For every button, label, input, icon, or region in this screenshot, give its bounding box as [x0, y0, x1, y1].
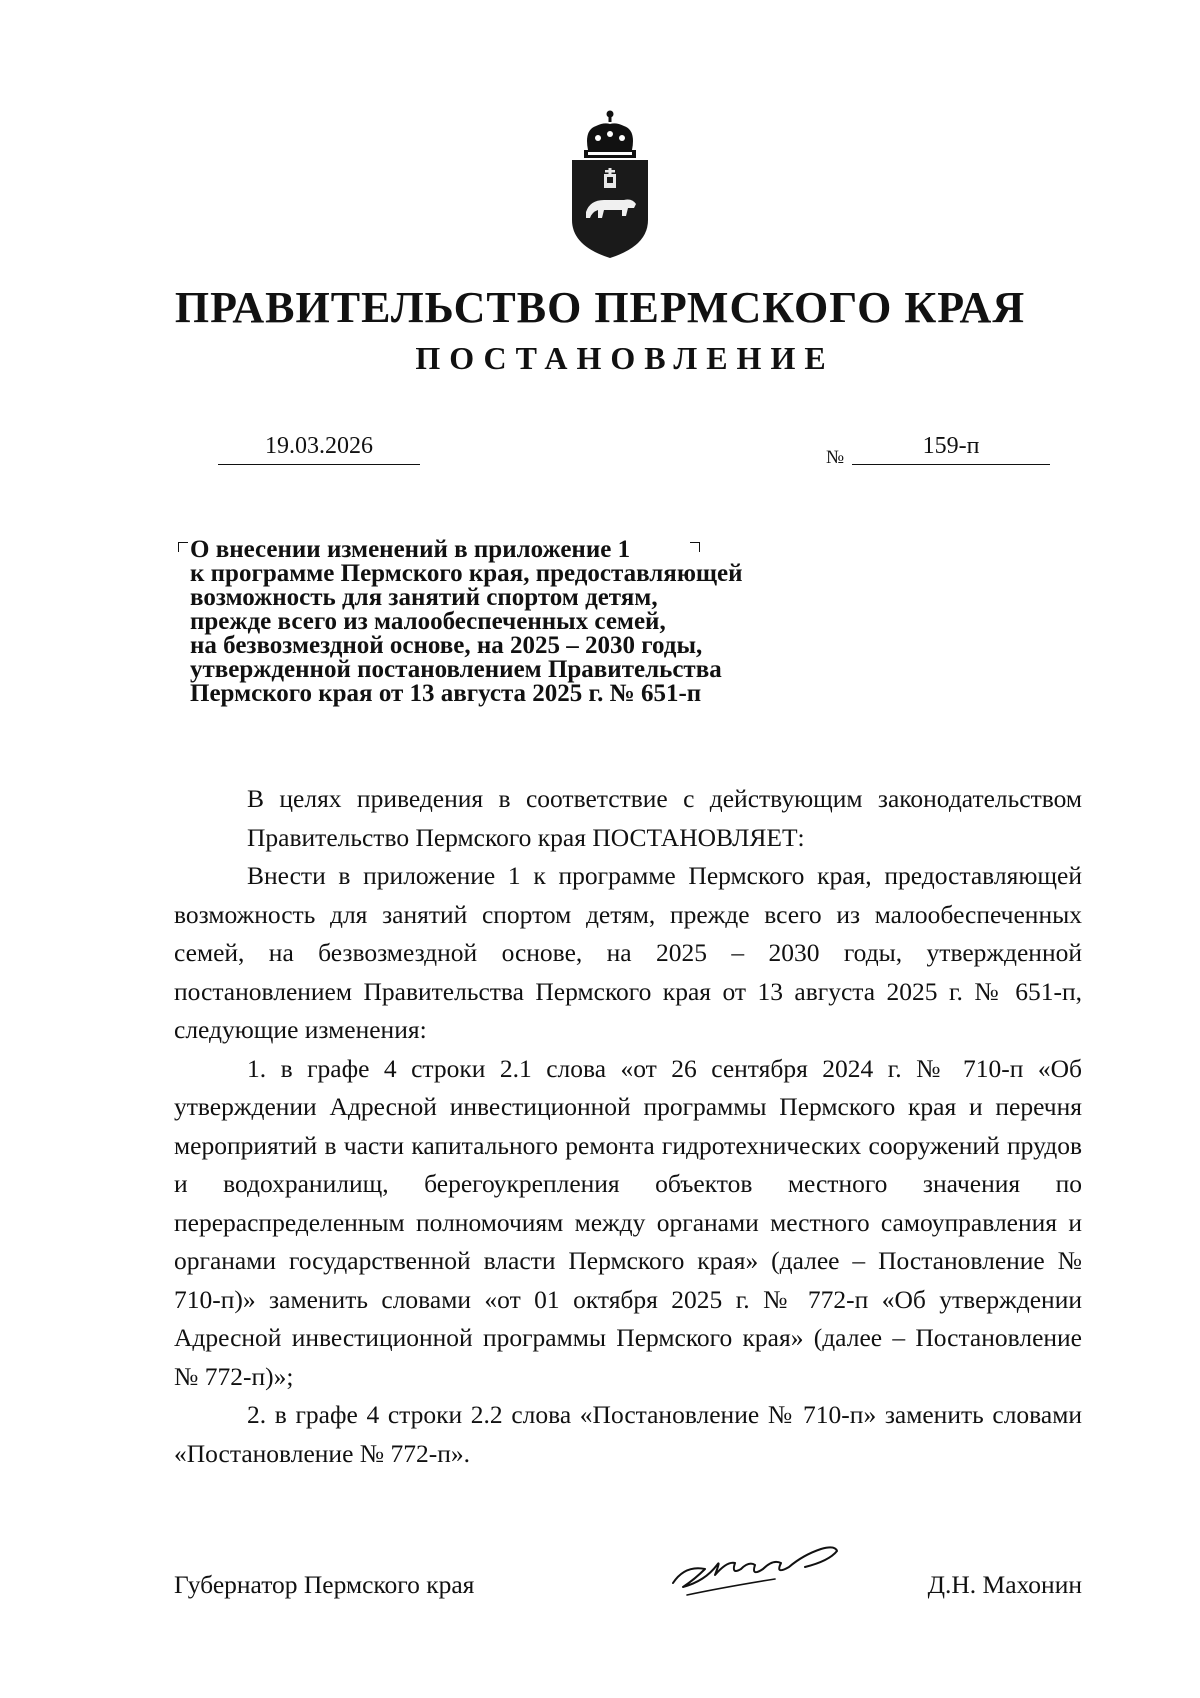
body-paragraph: Внести в приложение 1 к программе Пермского края, предоставляющей возможность для занятий спортом детям, прежде всего из малообеспеченных семей, на безвозмездной основе, на 2025 – 2030 годы, утвержденной постановлением Правительства Пермского края от 13 августа 2025 г. № 651-п, следующие изменения: — [174, 861, 1082, 1044]
body-paragraph: 1. в графе 4 строки 2.1 слова «от 26 сентября 2024 г. № 710-п «Об утверждении Адресной инвестиционной программы Пермского края и перечня мероприятий в части капитального ремонта гидротехнических сооружений прудов и водохранилищ, берегоукрепления объектов местного значения по перераспределенным полномочиям между органами местного самоуправления и органами государственной власти Пермского края» (далее – Постановление № 710-п)» заменить словами «от 01 октября 2025 г. № 772-п «Об утверждении Адресной инвестиционной программы Пермского края» (далее – Постановление № 772-п)»; — [174, 1053, 1082, 1391]
document-body — [174, 780, 1082, 1473]
body-paragraph: Правительство Пермского края ПОСТАНОВЛЯЕТ: — [247, 822, 805, 852]
document-subject — [190, 538, 850, 706]
body-paragraph: В целях приведения в соответствие с действующим законодательством — [247, 784, 1082, 813]
body-paragraph: 2. в графе 4 строки 2.2 слова «Постановление № 710-п» заменить словами «Постановление № 772-п». — [174, 1400, 1082, 1468]
subject-line: утвержденной постановлением Правительства — [190, 656, 722, 683]
coat-of-arms-icon — [560, 108, 660, 268]
subject-line: О внесении изменений в приложение 1 — [190, 536, 631, 563]
government-title: ПРАВИТЕЛЬСТВО ПЕРМСКОГО КРАЯ — [174, 283, 1026, 332]
subject-line: прежде всего из малообеспеченных семей, — [190, 608, 666, 635]
document-number: 159-п — [852, 430, 1050, 465]
subject-line: Пермского края от 13 августа 2025 г. № 651-п — [190, 680, 702, 707]
number-prefix: № — [826, 447, 845, 468]
signature-icon — [665, 1535, 845, 1605]
subject-line: к программе Пермского края, предоставляющей — [190, 560, 743, 587]
document-date: 19.03.2026 — [218, 430, 420, 465]
signer-name: Д.Н. Махонин — [927, 1570, 1082, 1599]
subject-line: на безвозмездной основе, на 2025 – 2030 годы, — [190, 632, 703, 659]
subject-line: возможность для занятий спортом детям, — [190, 584, 658, 611]
signer-title: Губернатор Пермского края — [174, 1570, 475, 1599]
document-type: ПОСТАНОВЛЕНИЕ — [415, 340, 835, 376]
subject-bracket-left — [178, 542, 188, 552]
